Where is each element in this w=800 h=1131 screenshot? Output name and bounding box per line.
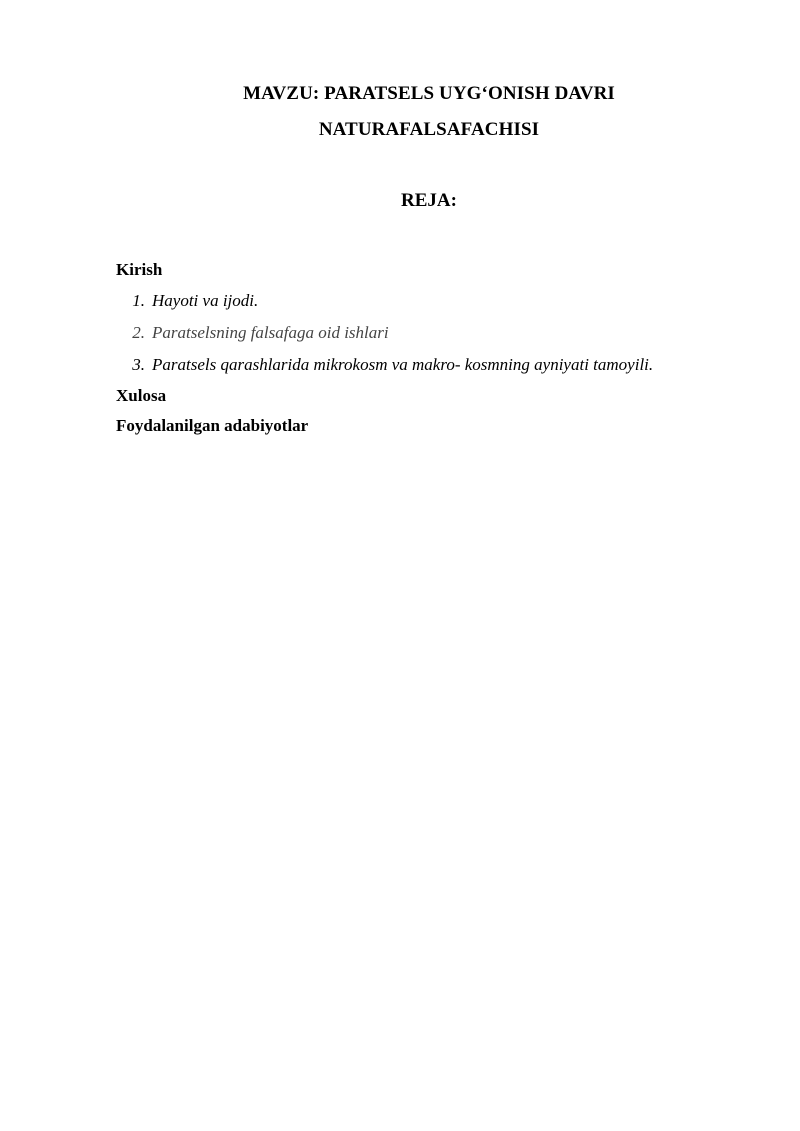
reja-heading: REJA: — [401, 190, 457, 211]
list-item-text: Paratselsning falsafaga oid ishlari — [152, 323, 389, 342]
list-item — [116, 317, 756, 349]
document-title — [116, 76, 742, 148]
plan-outline — [116, 255, 756, 441]
references-heading: Foydalanilgan adabiyotlar — [116, 416, 309, 435]
list-item — [116, 349, 756, 381]
list-item-number: 3. — [132, 355, 145, 374]
list-item-number: 1. — [132, 291, 145, 310]
title-line-2: NATURAFALSAFACHISI — [318, 119, 540, 140]
conclusion-heading: Xulosa — [116, 386, 167, 405]
intro-heading: Kirish — [116, 260, 163, 279]
list-item-number: 2. — [132, 323, 145, 342]
title-line-1: MAVZU: PARATSELS UYG‘ONISH DAVRI — [243, 83, 615, 104]
list-item-text: Hayoti va ijodi. — [152, 291, 259, 310]
list-item — [116, 285, 756, 317]
plan-list — [116, 285, 756, 381]
list-item-text: Paratsels qarashlarida mikrokosm va makro- kosmning ayniyati tamoyili. — [152, 355, 654, 374]
